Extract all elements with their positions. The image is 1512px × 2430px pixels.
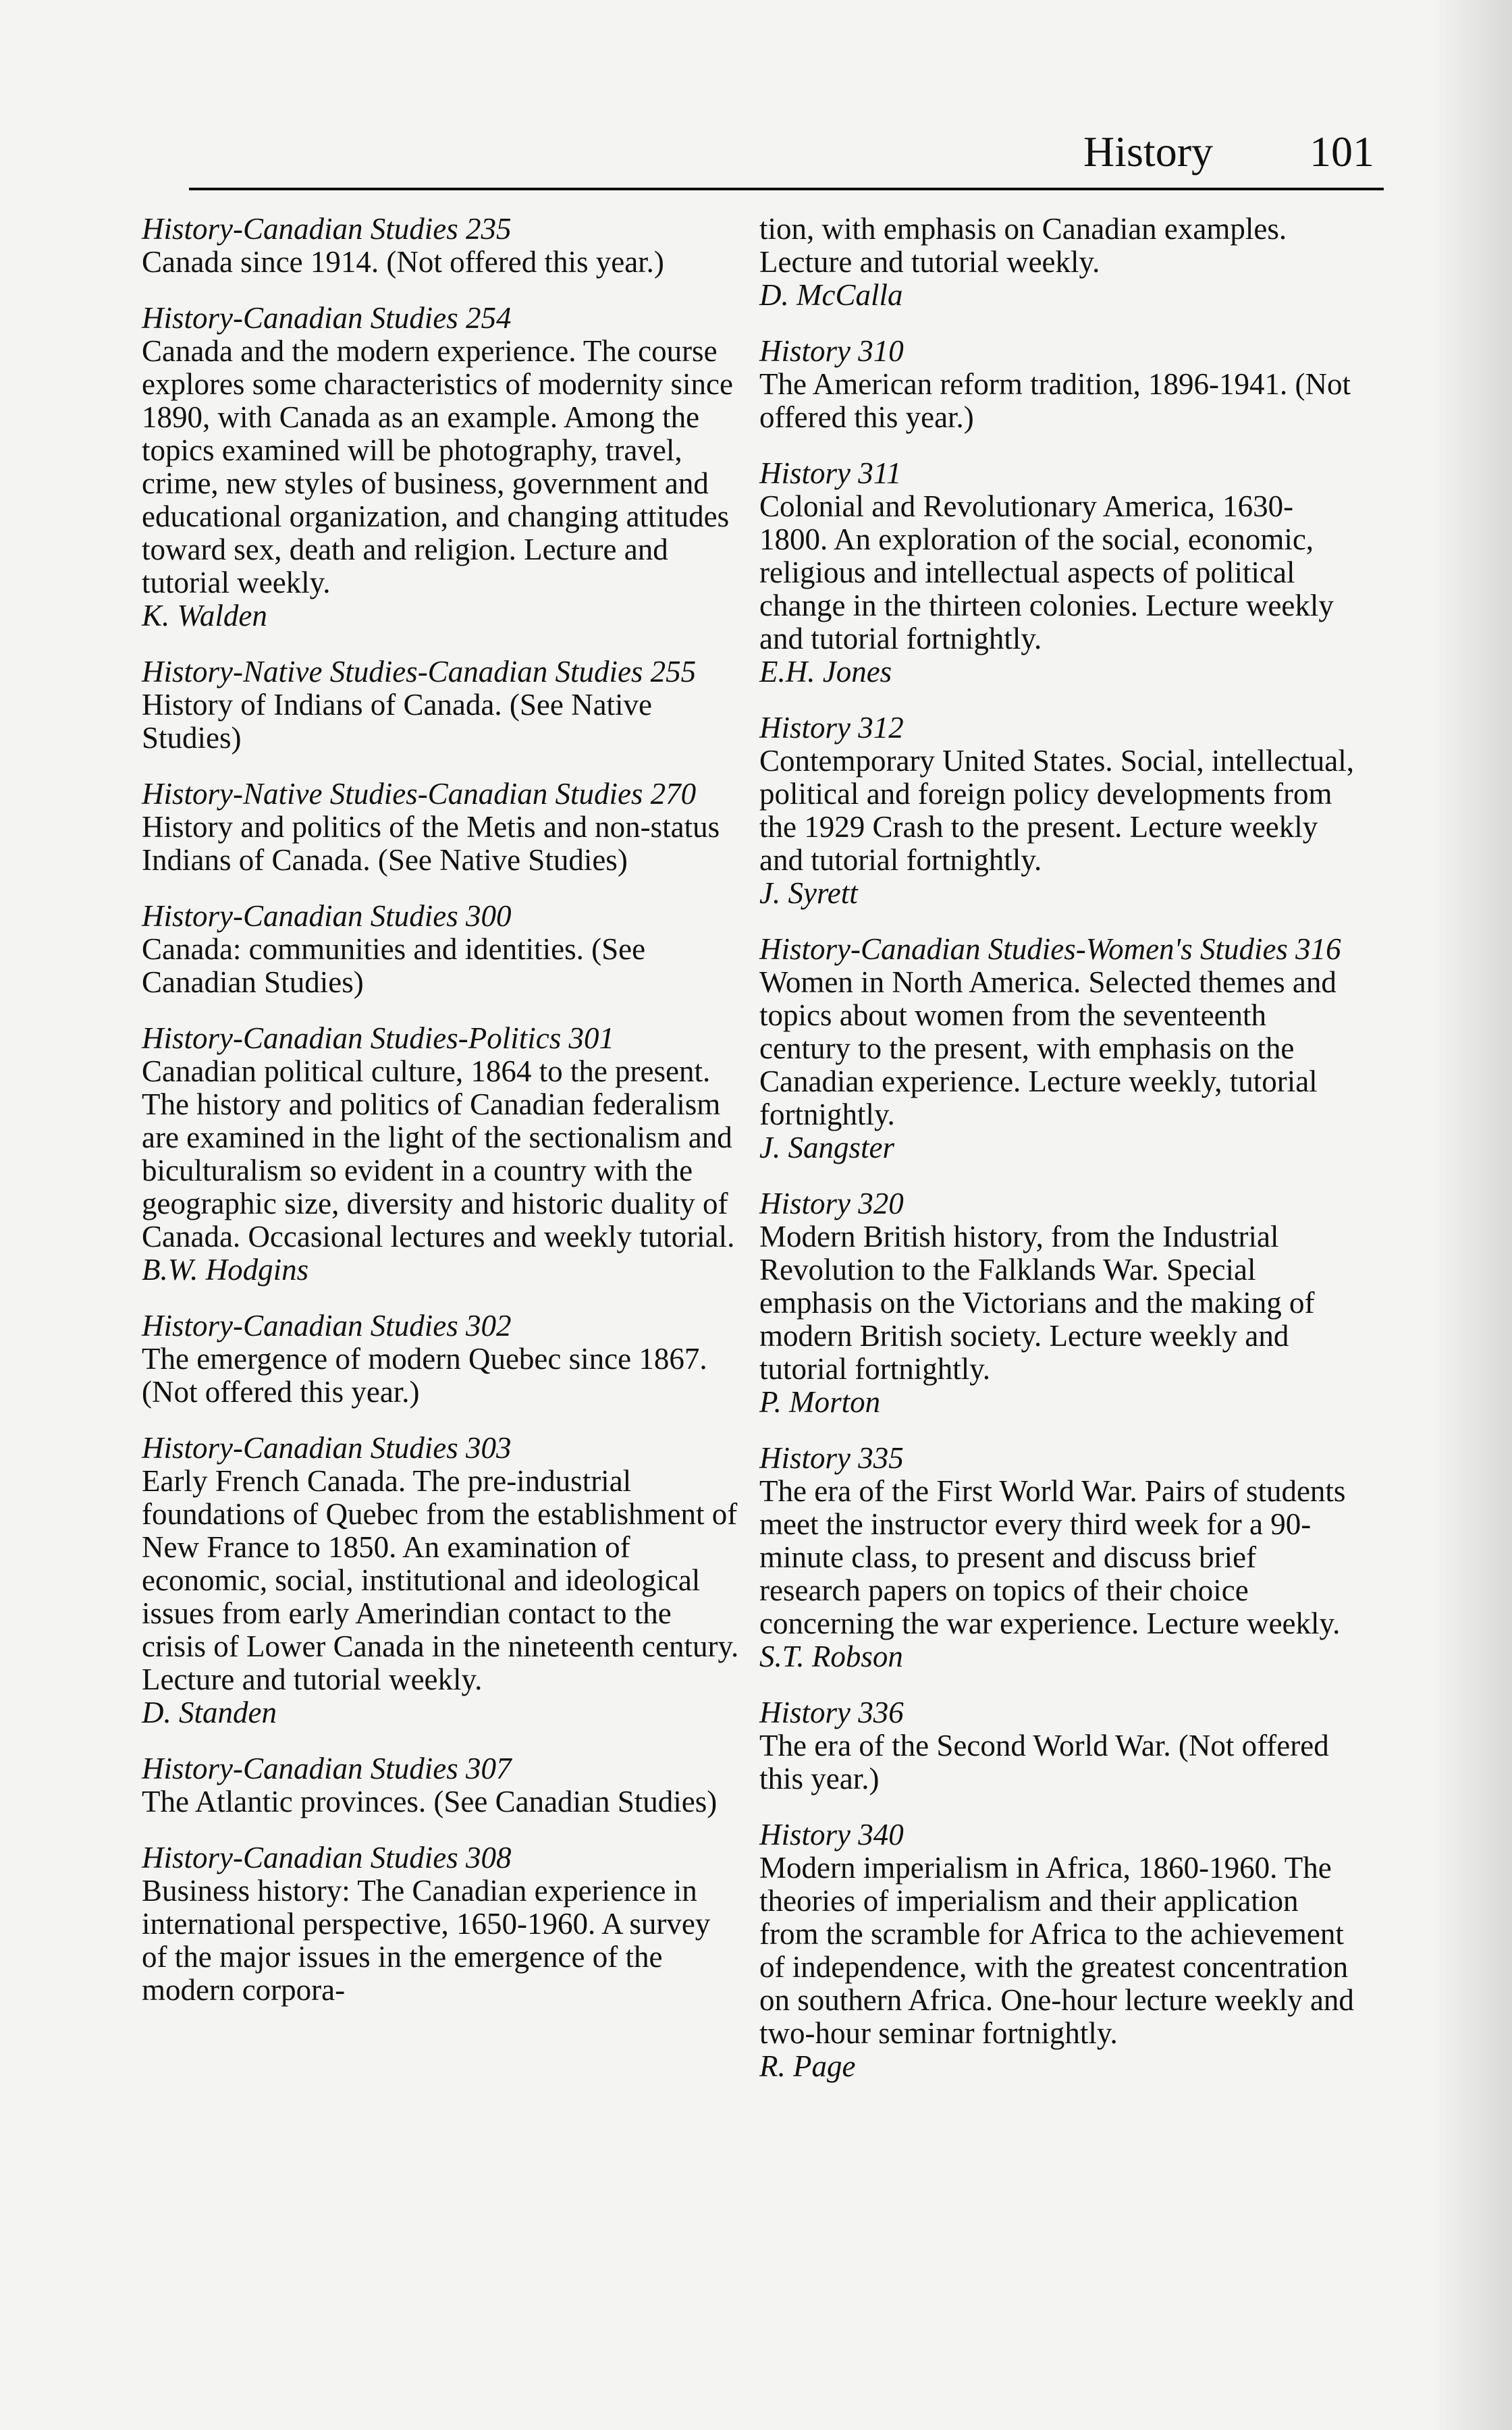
course-instructor: E.H. Jones (759, 655, 892, 688)
course-entry (759, 335, 1360, 434)
course-description: Canada since 1914. (Not offered this year.) (142, 245, 664, 279)
course-description: The Atlantic provinces. (See Canadian Studies) (142, 1785, 718, 1818)
course-description: History and politics of the Metis and non-status Indians of Canada. (See Native Studies) (142, 810, 720, 877)
course-title: History 320 (759, 1187, 904, 1220)
course-title: History-Canadian Studies 254 (142, 301, 512, 335)
course-instructor: P. Morton (759, 1385, 881, 1419)
course-instructor: J. Syrett (759, 876, 858, 910)
course-entry (142, 1310, 742, 1409)
course-entry-continued (759, 213, 1360, 312)
course-description: History of Indians of Canada. (See Native Studies) (142, 688, 653, 755)
course-entry (759, 1442, 1360, 1673)
course-title: History 336 (759, 1696, 904, 1729)
course-entry (759, 1187, 1360, 1419)
course-description: Canada and the modern experience. The course explores some characteristics of modernity since 1890, with Canada as an example. Among the topics examined will be photography, travel, crime, new styles of business, government and educational organization, and changing attitudes toward sex, death and religion. Lecture and tutorial weekly. (142, 334, 733, 599)
course-description: Women in North America. Selected themes and topics about women from the seventeenth century to the present, with emphasis on the Canadian experience. Lecture weekly, tutorial fortnightly. (759, 965, 1336, 1131)
course-entry (142, 655, 742, 755)
course-description: Modern British history, from the Industrial Revolution to the Falklands War. Special emphasis on the Victorians and the making of modern British society. Lecture weekly and tutorial fortnightly. (759, 1220, 1315, 1386)
course-description: tion, with emphasis on Canadian examples. Lecture and tutorial weekly. (759, 212, 1287, 279)
page-header (189, 125, 1384, 192)
course-instructor: D. McCalla (759, 278, 903, 312)
course-entry (142, 1022, 742, 1287)
right-column (759, 213, 1360, 2106)
course-entry (142, 1752, 742, 1818)
course-entry (142, 213, 742, 279)
course-description: Canada: communities and identities. (See Canadian Studies) (142, 932, 646, 999)
course-entry (142, 778, 742, 877)
course-entry (142, 302, 742, 632)
course-description: Contemporary United States. Social, intellectual, political and foreign policy developments from the 1929 Crash to the present. Lecture weekly and tutorial fortnightly. (759, 744, 1355, 877)
course-description: The emergence of modern Quebec since 1867. (Not offered this year.) (142, 1342, 707, 1409)
course-description: Colonial and Revolutionary America, 1630-1800. An exploration of the social, economic, religious and intellectual aspects of political change in the thirteen colonies. Lecture weekly and tutorial fortnightly. (759, 489, 1334, 655)
page-number: 101 (1310, 128, 1374, 176)
course-description: Modern imperialism in Africa, 1860-1960. The theories of imperialism and their application from the scramble for Africa to the achievement of independence, with the greatest concentration on southern Africa. One-hour lecture weekly and two-hour seminar fortnightly. (759, 1851, 1354, 2050)
course-title: History 340 (759, 1818, 904, 1852)
course-title: History-Native Studies-Canadian Studies 255 (142, 655, 697, 688)
course-title: History 311 (759, 456, 902, 490)
page-edge-shadow (1431, 0, 1512, 2430)
course-title: History-Canadian Studies-Women's Studies 316 (759, 932, 1341, 966)
course-instructor: R. Page (759, 2049, 856, 2083)
course-description: Early French Canada. The pre-industrial foundations of Quebec from the establishment of New France to 1850. An examination of economic, social, institutional and ideological issues from early Amerindian contact to the crisis of Lower Canada in the nineteenth century. Lecture and tutorial weekly. (142, 1464, 739, 1696)
course-entry (142, 1432, 742, 1729)
course-description: Canadian political culture, 1864 to the present. The history and politics of Canadian federalism are examined in the light of the sectionalism and biculturalism so evident in a country with the geographic size, diversity and historic duality of Canada. Occasional lectures and weekly tutorial. (142, 1054, 735, 1253)
course-description: Business history: The Canadian experience in international perspective, 1650-1960. A survey of the major issues in the emergence of the modern corpora- (142, 1874, 711, 2007)
course-title: History-Canadian Studies-Politics 301 (142, 1021, 614, 1055)
course-instructor: J. Sangster (759, 1131, 894, 1164)
course-title: History-Canadian Studies 303 (142, 1431, 512, 1465)
course-description: The era of the First World War. Pairs of students meet the instructor every third week for a 90-minute class, to present and discuss brief research papers on topics of their choice concerning the war experience. Lecture weekly. (759, 1474, 1346, 1640)
course-entry (759, 933, 1360, 1164)
course-title: History 335 (759, 1441, 904, 1475)
course-title: History-Canadian Studies 307 (142, 1752, 512, 1785)
course-title: History-Canadian Studies 300 (142, 899, 512, 933)
course-instructor: K. Walden (142, 599, 267, 632)
course-instructor: B.W. Hodgins (142, 1253, 309, 1287)
course-title: History-Canadian Studies 308 (142, 1841, 512, 1874)
course-title: History-Native Studies-Canadian Studies 270 (142, 777, 697, 811)
course-title: History-Canadian Studies 302 (142, 1309, 512, 1343)
course-entry (759, 1696, 1360, 1796)
header-rule (189, 188, 1384, 190)
course-entry (759, 711, 1360, 910)
course-entry (759, 1818, 1360, 2083)
course-title: History 310 (759, 334, 904, 368)
course-entry (142, 900, 742, 999)
section-title: History (1083, 128, 1213, 176)
course-description: The era of the Second World War. (Not offered this year.) (759, 1729, 1329, 1796)
course-entry (142, 1841, 742, 2007)
course-title: History 312 (759, 711, 904, 745)
left-column (142, 213, 742, 2030)
course-title: History-Canadian Studies 235 (142, 212, 512, 246)
course-instructor: D. Standen (142, 1696, 277, 1729)
course-instructor: S.T. Robson (759, 1640, 903, 1673)
course-description: The American reform tradition, 1896-1941. (Not offered this year.) (759, 367, 1351, 434)
course-entry (759, 457, 1360, 688)
